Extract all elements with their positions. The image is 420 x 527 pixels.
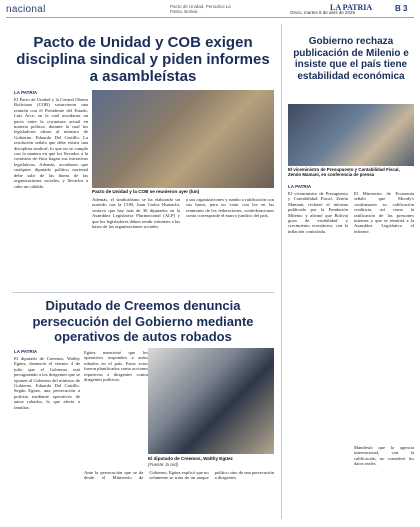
story2-headline: Gobierno rechaza publicación de Milenio e insiste que el país tiene estabilidad económica (293, 36, 409, 82)
story3-column-1: El diputado de Creemos, Walthy Egüez, denunció el viernes 4 de julio que el Gobierno está persiguiendo a los dirigentes que se oponen al Gobierno del ministro de Gobierno, Eduardo Del Castillo. Según Egüez, una persecución a policías mediante operativos de autos robados, lo que afecta a familias. (14, 356, 80, 410)
story-divider (12, 292, 274, 293)
story3-headline: Diputado de Creemos denuncia persecución del Gobierno mediante operativos de autos robados (32, 298, 254, 344)
story2-photo-caption: El viceministro de Presupuesto y Contabilidad Fiscal, Zenón Mamani, en conferencia de prensa (288, 167, 400, 178)
newspaper-logo: LA PATRIA (330, 3, 373, 12)
story3-column-2: Egüez mencionó que los operativos responden a autos robados en el país. Estos actos fueron planificados como acciones represivas a dirigentes contra dirigentes políticos. (84, 350, 148, 383)
header-rule (6, 17, 414, 18)
story1-photo (92, 90, 274, 188)
story3-column-3: Ante la persecución que se da desde el Ministerio de Gobierno, Egüez explicó que no solamente se trata de un ataque político sino de una persecución a dirigentes. (84, 470, 274, 481)
story2-photo (288, 104, 414, 166)
story1-photo-caption: Pacto de Unidad y la COB se reunieron ayer (lun) (92, 189, 200, 194)
story1-column-1: El Pacto de Unidad y la Central Obrera Boliviana (COB) sostuvieron una reunión con el Presidente del Estado, Luis Arce, en la cual acordaron un pacto entre la coyuntura actual en materia política, durante la cual los legisladores afines al ministro de Gobierno, Eduardo Del Castillo. La resolución señala que debe existir una disciplina sindical, lo que no se cumple con la manera en que los llevados a la comisión de ética hagan sus iniciativas legislativas. Además, acordaron que cualquier diputado político nacional debe salir de las líneas de las organizaciones sociales, y llevarlos a cabo un cabildo. (14, 97, 88, 189)
story2-column-1: El viceministro de Presupuesto y Contabilidad Fiscal, Zenón Mamani, rechazó el informe publicado por la Fundación Milenio y afirmó que Bolivia goza de estabilidad y crecimiento económico, con la inflación controlada. (288, 191, 348, 234)
story3-byline: LA PATRIA (14, 349, 38, 354)
story3-photo (148, 348, 274, 454)
masthead-note: Pacto de Unidad, Periodico La Patria. Bolivia (170, 4, 231, 14)
story1-column-2: Además, el sindicalismo se ha elaborado un acuerdo con la COB, Juan Carlos Huarachi, sostuvo que hay más de 30 diputados en la Asamblea Legislativa Plurinacional (ALP) y que los legisladores deben rendir informes a las bases de las organizaciones sociales. (92, 197, 180, 230)
story1-column-3: a sus organizaciones y rumbo a ratificación con sus bases, para no votar con los en las reuniones de los federaciones, confederaciones como corresponde el marco jurídico del país. (186, 197, 274, 219)
story2-column-2: El Ministerio de Economía señaló que Moody's confirmaron su calificación crediticia, así como la ratificación de las presiones internas y que se remitirá a la Asamblea Legislativa el informe. (354, 191, 414, 234)
section-label: nacional (6, 4, 46, 15)
story3-photo-caption: El diputado de Creemos, Walthy Egüez (148, 456, 233, 461)
page-number: B 3 (395, 4, 408, 13)
column-divider (281, 24, 282, 519)
story2-signoff: Manifestó que la agencia internacional, con la calificación, no consideró los datos reales. (354, 445, 414, 467)
page-header (0, 0, 420, 22)
story1-headline: Pacto de Unidad y COB exigen disciplina sindical y piden informes a asambleístas (16, 34, 270, 85)
story2-byline: LA PATRIA (288, 184, 312, 189)
issue-date: Oruro, martes 8 de abril de 2025 (290, 10, 356, 15)
story3-photo-credit: (Fuente: la red) (148, 462, 179, 467)
story1-byline: LA PATRIA (14, 90, 38, 95)
